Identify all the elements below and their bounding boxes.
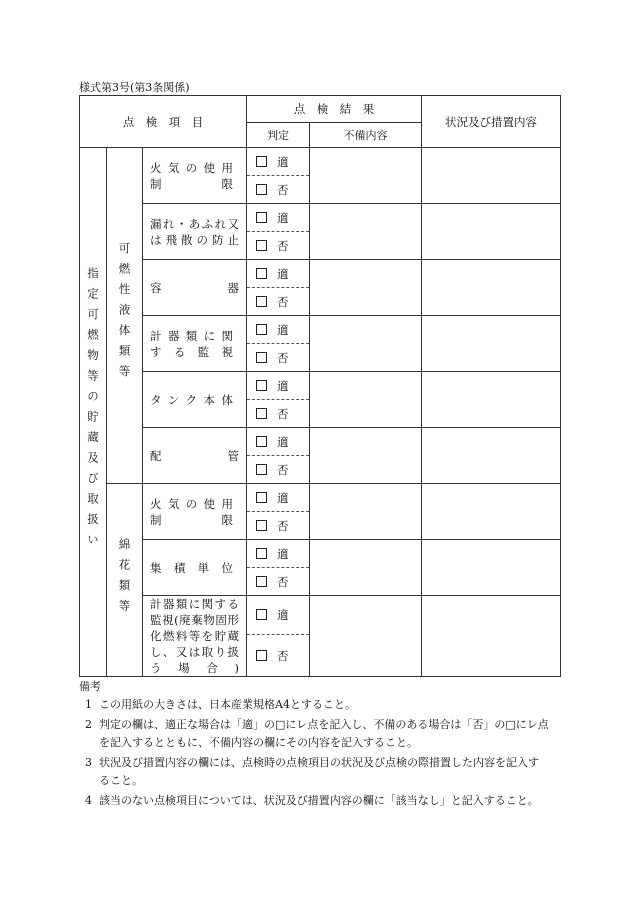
checkbox[interactable] bbox=[256, 268, 267, 279]
status-cell[interactable] bbox=[422, 260, 561, 316]
note-item: 4 該当のない点検項目については、状況及び措置内容の欄に「該当なし」と記入すること。 bbox=[85, 794, 539, 807]
checkbox[interactable] bbox=[256, 520, 267, 531]
judge-ng[interactable]: 否 bbox=[247, 512, 310, 540]
judge-ng[interactable]: 否 bbox=[247, 456, 310, 484]
status-cell[interactable] bbox=[422, 484, 561, 540]
defect-cell[interactable] bbox=[310, 260, 422, 316]
status-cell[interactable] bbox=[422, 372, 561, 428]
checkbox[interactable] bbox=[256, 240, 267, 251]
judge-ok[interactable]: 適 bbox=[247, 484, 310, 512]
header-status-measures: 状況及び措置内容 bbox=[422, 96, 561, 148]
status-cell[interactable] bbox=[422, 540, 561, 596]
checkbox[interactable] bbox=[256, 548, 267, 559]
notes-title: 備考 bbox=[79, 680, 101, 693]
checkbox[interactable] bbox=[256, 576, 267, 587]
subcategory-cotton: 綿花類等 bbox=[107, 484, 143, 677]
item-container: 容 器 bbox=[143, 260, 247, 316]
judge-ok[interactable]: 適 bbox=[247, 204, 310, 232]
defect-cell[interactable] bbox=[310, 596, 422, 677]
checkbox[interactable] bbox=[256, 380, 267, 391]
defect-cell[interactable] bbox=[310, 484, 422, 540]
judge-ng[interactable]: 否 bbox=[247, 232, 310, 260]
checkbox[interactable] bbox=[256, 296, 267, 307]
checkbox[interactable] bbox=[256, 324, 267, 335]
checkbox[interactable] bbox=[256, 492, 267, 503]
checkbox[interactable] bbox=[256, 212, 267, 223]
judge-ng[interactable]: 否 bbox=[247, 344, 310, 372]
judge-ok[interactable]: 適 bbox=[247, 428, 310, 456]
judge-ok[interactable]: 適 bbox=[247, 148, 310, 176]
item-stacking-unit: 集積単位 bbox=[143, 540, 247, 596]
item-fire-restriction: 火気の使用制限 bbox=[143, 148, 247, 204]
status-cell[interactable] bbox=[422, 596, 561, 677]
subcategory-liquids: 可燃性液体類等 bbox=[107, 148, 143, 484]
header-judgement: 判定 bbox=[247, 123, 310, 148]
judge-ok[interactable]: 適 bbox=[247, 540, 310, 568]
judge-ng[interactable]: 否 bbox=[247, 635, 310, 677]
checkbox[interactable] bbox=[256, 609, 267, 620]
status-cell[interactable] bbox=[422, 148, 561, 204]
note-item: 1 この用紙の大きさは、日本産業規格A4とすること。 bbox=[85, 698, 356, 711]
header-defect: 不備内容 bbox=[310, 123, 422, 148]
checkbox[interactable] bbox=[256, 352, 267, 363]
status-cell[interactable] bbox=[422, 428, 561, 484]
status-cell[interactable] bbox=[422, 204, 561, 260]
judge-ng[interactable]: 否 bbox=[247, 568, 310, 596]
judge-ng[interactable]: 否 bbox=[247, 400, 310, 428]
judge-ng[interactable]: 否 bbox=[247, 288, 310, 316]
judge-ok[interactable]: 適 bbox=[247, 372, 310, 400]
judge-ok[interactable]: 適 bbox=[247, 316, 310, 344]
note-item: 2 判定の欄は、適正な場合は「適」の□にレ点を記入し、不備のある場合は「否」の□にレ点を記入するとともに、不備内容の欄にその内容を記入すること。 bbox=[85, 718, 549, 749]
checkbox[interactable] bbox=[256, 464, 267, 475]
defect-cell[interactable] bbox=[310, 372, 422, 428]
header-inspection-item: 点 検 項 目 bbox=[80, 96, 247, 148]
status-cell[interactable] bbox=[422, 316, 561, 372]
judge-ok[interactable]: 適 bbox=[247, 260, 310, 288]
item-fire-restriction-cotton: 火気の使用制限 bbox=[143, 484, 247, 540]
item-leak-prevention: 漏れ・あふれ又は飛散の防止 bbox=[143, 204, 247, 260]
form-title: 様式第3号(第3条関係) bbox=[79, 81, 190, 94]
item-piping: 配 管 bbox=[143, 428, 247, 484]
defect-cell[interactable] bbox=[310, 204, 422, 260]
notes-list bbox=[79, 696, 549, 812]
checkbox[interactable] bbox=[256, 650, 267, 661]
header-result: 点 検 結 果 bbox=[247, 96, 422, 123]
checkbox[interactable] bbox=[256, 184, 267, 195]
defect-cell[interactable] bbox=[310, 540, 422, 596]
judge-ok[interactable]: 適 bbox=[247, 596, 310, 635]
checkbox[interactable] bbox=[256, 436, 267, 447]
defect-cell[interactable] bbox=[310, 148, 422, 204]
category-main: 指定可燃物等の貯蔵及び取扱い bbox=[80, 148, 107, 677]
item-tank-body: タンク本体 bbox=[143, 372, 247, 428]
checkbox[interactable] bbox=[256, 156, 267, 167]
judge-ng[interactable]: 否 bbox=[247, 176, 310, 204]
inspection-table bbox=[79, 95, 561, 677]
item-gauge-monitoring: 計器類に関する監視 bbox=[143, 316, 247, 372]
item-gauge-monitoring-rdf: 計器類に関する監視(廃棄物固形化燃料等を貯蔵し、又は取り扱う場合) bbox=[143, 596, 247, 677]
defect-cell[interactable] bbox=[310, 316, 422, 372]
defect-cell[interactable] bbox=[310, 428, 422, 484]
note-item: 3 状況及び措置内容の欄には、点検時の点検項目の状況及び点検の際措置した内容を記入すること。 bbox=[85, 756, 539, 787]
checkbox[interactable] bbox=[256, 408, 267, 419]
